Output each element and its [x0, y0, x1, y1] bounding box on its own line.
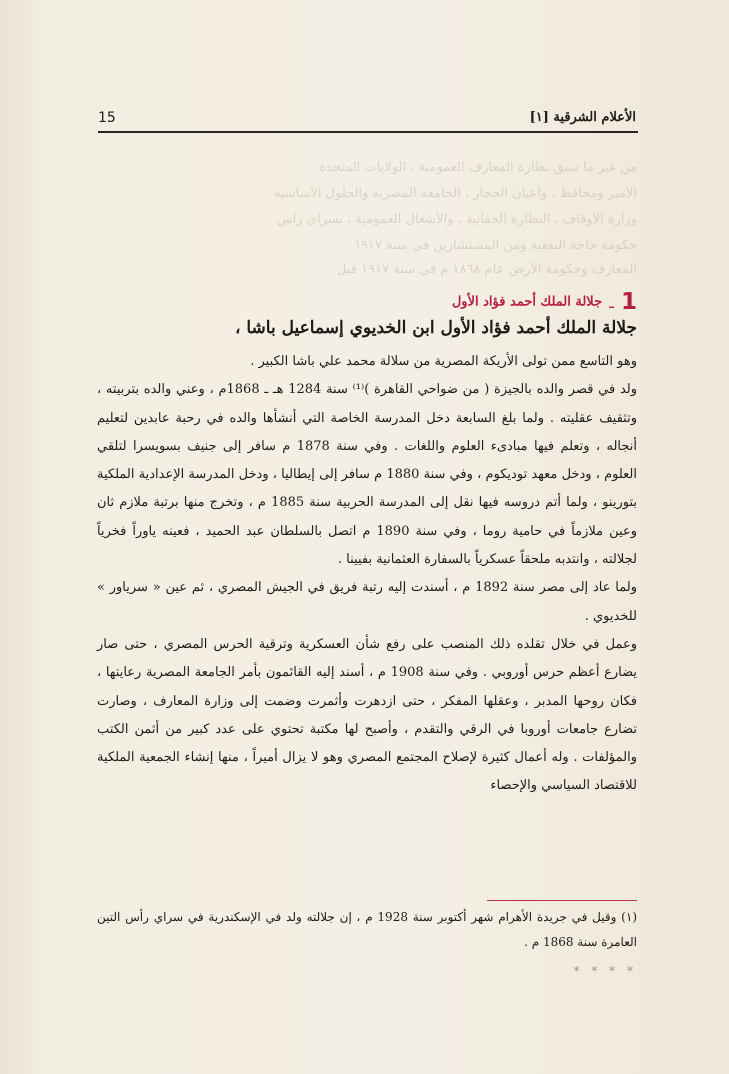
paragraph: ولد في قصر والده بالجيزة ( من ضواحي القاهرة )⁽¹⁾ سنة 1284 هـ ـ 1868م ، وعني والده بتربيته ، وتثقيف عقليته . ولما بلغ السابعة دخل المدرسة الخاصة التي أنشأها والده في رحبة عابدين لتعليم أنجاله ، وتعلم فيها مبادىء العلوم واللغات . وفي سنة 1878 م سافر إلى جنيف بسويسرا لتلقي العلوم ، ودخل معهد توديكوم ، وفي سنة 1880 م سافر إلى إيطاليا ، ودخل المدرسة الإعدادية الملكية بتورينو ، ولما أتم دروسه فيها نقل إلى المدرسة الحربية سنة 1885 م ، وتخرج منها برتبة ملازم ثان وعين ملازماً في حامية روما ، وفي سنة 1890 م اتصل بالسلطان عبد الحميد ، فعينه ياوراً فخرياً لجلالته ، وانتدبه ملحقاً عسكرياً بالسفارة العثمانية بفيينا .: [97, 382, 638, 568]
body-text: [97, 348, 637, 801]
bleed-through-line: من غير ما سبق نظارة المعارف العمومية ، الولايات المتحدة: [319, 160, 637, 175]
footnote: [97, 905, 637, 984]
page-number: 15: [98, 110, 116, 126]
section-title: جلالة الملك أحمد فؤاد الأول: [451, 294, 603, 310]
footnote-rule: [487, 900, 637, 901]
paragraph: وهو التاسع ممن تولى الأريكة المصرية من سلالة محمد علي باشا الكبير .: [250, 354, 637, 369]
header-rule: [98, 131, 638, 133]
paragraph: ولما عاد إلى مصر سنة 1892 م ، أسندت إليه رتبة فريق في الجيش المصري ، ثم عين « سرياور » للخديوي .: [97, 580, 637, 624]
section-dash: ـ: [609, 292, 614, 312]
paragraph: وعمل في خلال تقلده ذلك المنصب على رفع شأن العسكرية وترقية الحرس المصري ، حتى صار يضارع أعظم حرس أوروبي . وفي سنة 1908 م ، أسند إليه القائمون بأمر الجامعة المصرية رعايتها ، فكان روحها المدبر ، وعقلها المفكر ، حتى ازدهرت وأثمرت وضمت إلى وزارة المعارف ، وصارت تضارع جامعات أوروبا في الرقي والتقدم ، وأصبح لها مكتبة تحتوي على عدد كبير من أثمن الكتب والمؤلفات . وله أعمال كثيرة لإصلاح المجتمع المصري وهو لا يزال أميراً ، منها إنشاء الجمعية الملكية للاقتصاد السياسي والإحصاء: [97, 636, 637, 794]
running-title: الأعلام الشرقية [١]: [529, 110, 636, 125]
page-header: [98, 110, 636, 132]
bleed-through-line: الأمير ومحافظ ، وأعيان الحجاز ، الجامعة المصرية والحلول الأساسية: [273, 186, 637, 201]
section-number: 1: [620, 289, 637, 315]
entry-title: جلالة الملك أحمد فؤاد الأول ابن الخديوي إسماعيل باشا ،: [234, 318, 637, 338]
bleed-through-line: المعارف وحكومة الأرض عام ١٨٦٨ م في سنة ١٩١٧ قبل: [337, 262, 637, 277]
footnote-text: (١) وقيل في جريدة الأهرام شهر أكتوبر سنة 1928 م ، إن جلالته ولد في الإسكندرية في سراي رأس التين العامرة سنة 1868 م .: [97, 910, 637, 949]
bleed-through-line: حكومة حاجة النفعية ومن المستشارين في سنة ١٩١٧: [354, 238, 637, 253]
footnote-bleed: * * * *: [573, 964, 637, 978]
bleed-through-line: وزارة الأوقاف ، النظارة الحقانية ، والأشغال العمومية ، بسراي رأس: [276, 212, 637, 227]
section-heading: [97, 289, 637, 317]
